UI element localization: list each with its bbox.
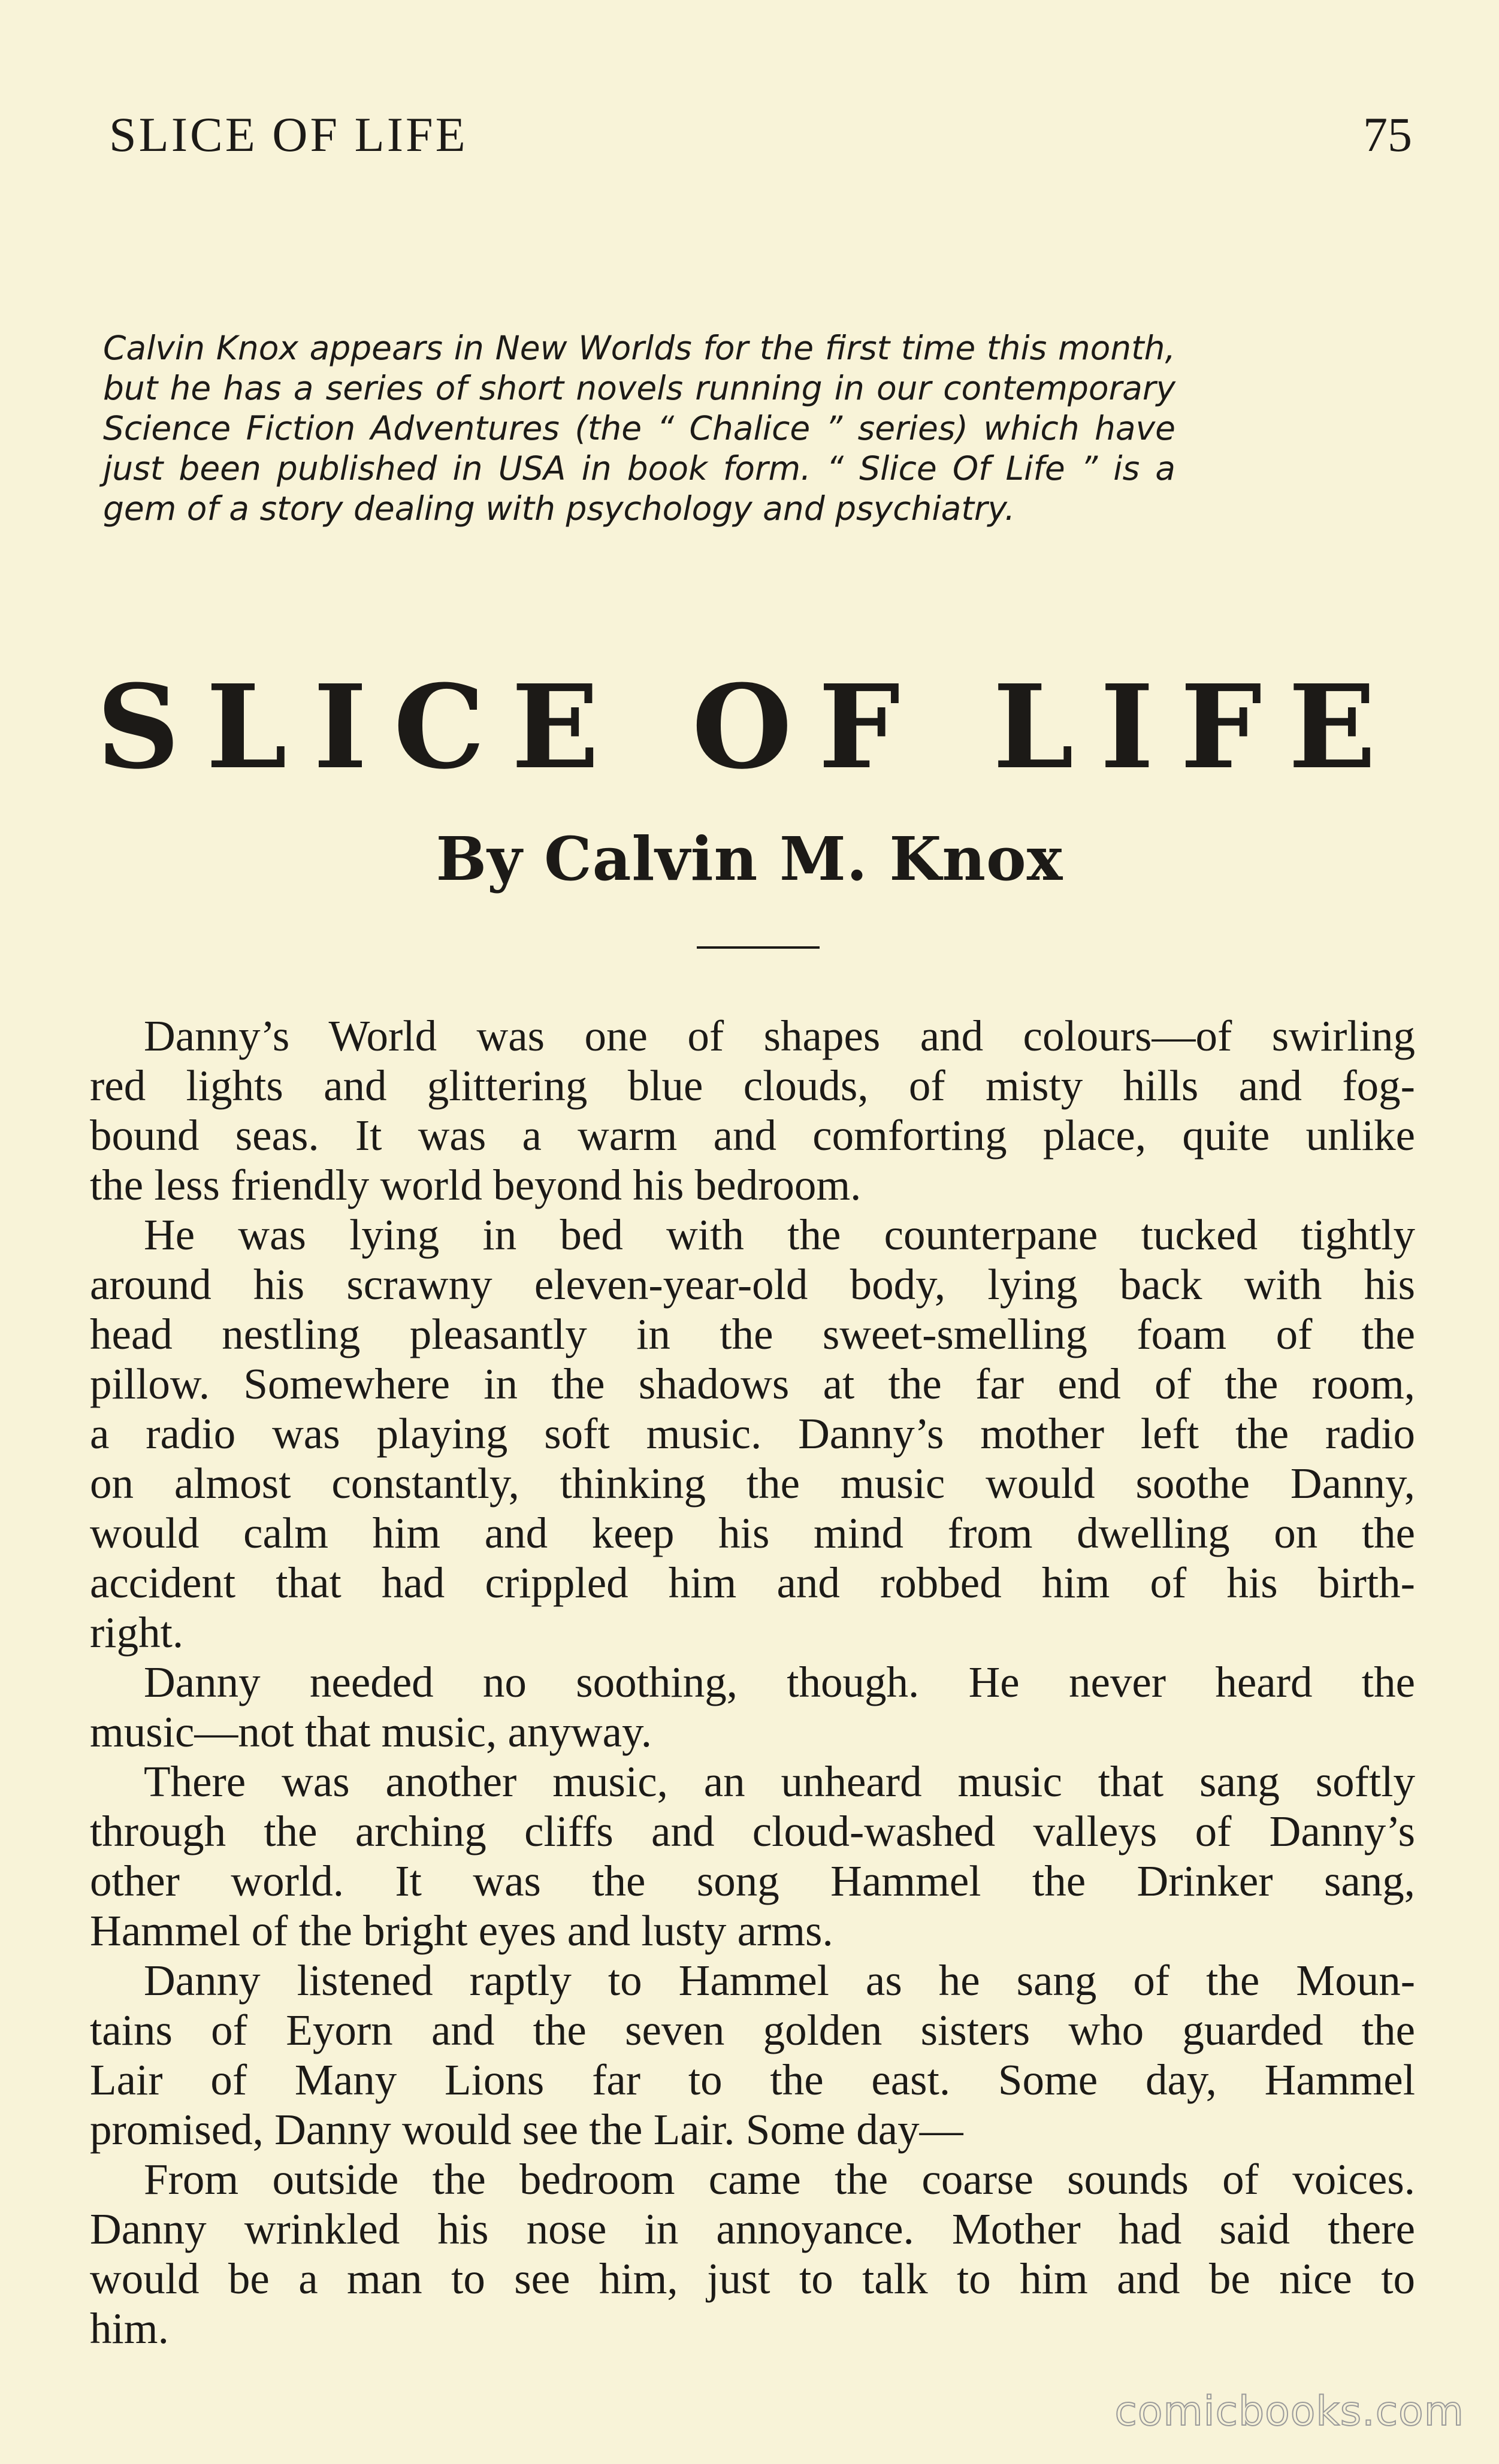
intro-line: gem of a story dealing with psychology and psychiatry.	[103, 489, 1016, 528]
intro-line: Calvin Knox appears in New Worlds for the first time this month,	[103, 329, 1175, 367]
body-line: Danny wrinkled his nose in annoyance. Mother had said there	[90, 2205, 1415, 2253]
intro-line: Science Fiction Adventures (the “ Chalice ” series) which have	[103, 409, 1175, 447]
body-line: red lights and glittering blue clouds, of misty hills and fog-	[90, 1061, 1415, 1110]
story-byline: By Calvin M. Knox	[436, 824, 1063, 894]
body-line: pillow. Somewhere in the shadows at the far end of the room,	[90, 1360, 1415, 1408]
body-line: Danny needed no soothing, though. He never heard the	[144, 1658, 1415, 1706]
body-line: a radio was playing soft music. Danny’s mother left the radio	[90, 1409, 1415, 1458]
body-line: head nestling pleasantly in the sweet-smelling foam of the	[90, 1310, 1415, 1358]
body-line: He was lying in bed with the counterpane tucked tightly	[144, 1210, 1415, 1259]
body-line: on almost constantly, thinking the music would soothe Danny,	[90, 1459, 1415, 1508]
body-line: other world. It was the song Hammel the Drinker sang,	[90, 1857, 1415, 1905]
title-divider	[697, 946, 820, 949]
intro-line: but he has a series of short novels running in our contemporary	[103, 369, 1175, 407]
story-body	[90, 1011, 1415, 2353]
body-line: bound seas. It was a warm and comforting place, quite unlike	[90, 1111, 1415, 1160]
watermark-logo: comicbooks.com	[1114, 2388, 1464, 2435]
body-line: would calm him and keep his mind from dwelling on the	[90, 1509, 1415, 1557]
body-line: tains of Eyorn and the seven golden sisters who guarded the	[90, 2006, 1415, 2054]
body-line: the less friendly world beyond his bedroom.	[90, 1161, 862, 1209]
body-line: From outside the bedroom came the coarse sounds of voices.	[144, 2155, 1415, 2203]
body-line: around his scrawny eleven-year-old body, lying back with his	[90, 1260, 1415, 1309]
body-line: accident that had crippled him and robbed him of his birth-	[90, 1558, 1415, 1607]
body-line: would be a man to see him, just to talk to him and be nice to	[90, 2254, 1415, 2303]
body-line: Danny listened raptly to Hammel as he sang of the Moun-	[144, 1956, 1415, 2005]
body-line: Lair of Many Lions far to the east. Some day, Hammel	[90, 2056, 1415, 2104]
story-title: SLICE OF LIFE	[96, 660, 1403, 795]
body-line: There was another music, an unheard music that sang softly	[144, 1757, 1415, 1806]
running-head-title: SLICE OF LIFE	[109, 107, 468, 162]
body-line: through the arching cliffs and cloud-washed valleys of Danny’s	[90, 1807, 1415, 1855]
body-line: Hammel of the bright eyes and lusty arms.	[90, 1906, 833, 1955]
body-line: music—not that music, anyway.	[90, 1708, 652, 1756]
page-number: 75	[1363, 107, 1412, 162]
body-line: Danny’s World was one of shapes and colours—of swirling	[144, 1012, 1415, 1060]
body-line: him.	[90, 2304, 169, 2353]
editorial-intro	[103, 328, 1175, 529]
body-line: right.	[90, 1608, 184, 1657]
intro-line: just been published in USA in book form. “ Slice Of Life ” is a	[103, 449, 1175, 488]
body-line: promised, Danny would see the Lair. Some day—	[90, 2105, 963, 2154]
